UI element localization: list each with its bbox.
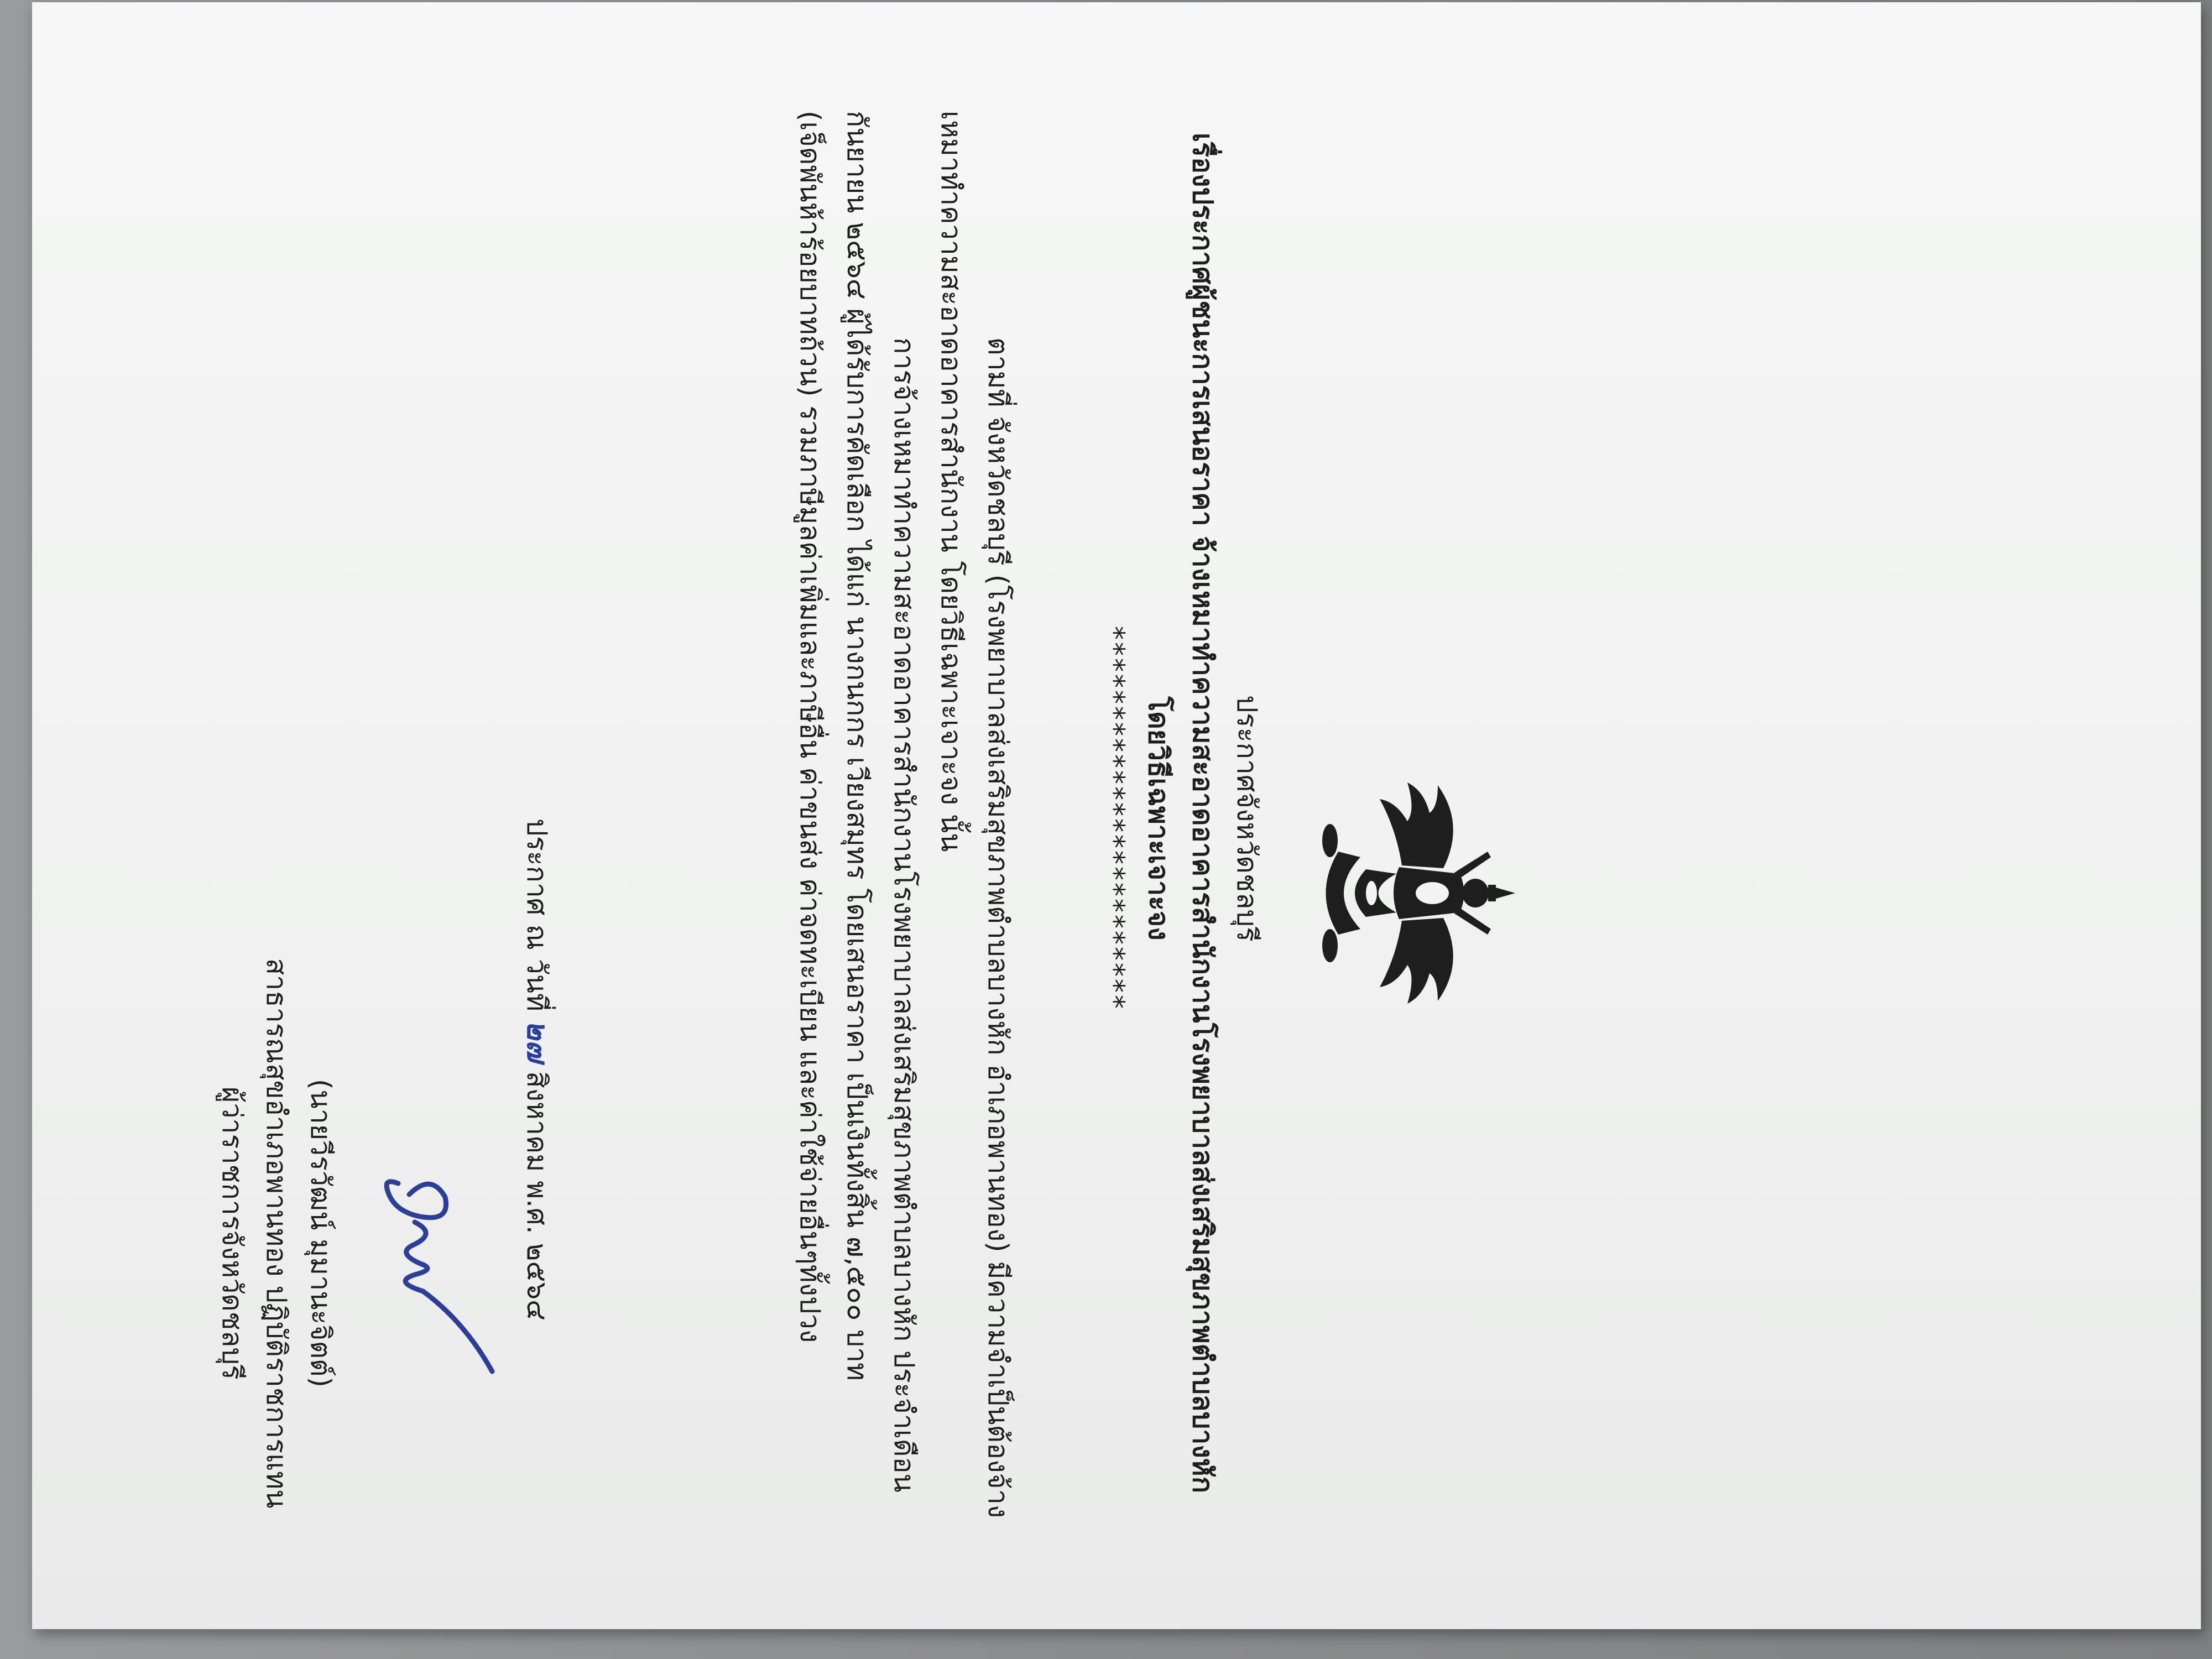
paragraph-1-line-2: เหมาทำความสะอาดอาคารสำนักงาน โดยวิธีเฉพาะเจาะจง นั้น [935,111,967,852]
subject-procurement-method: โดยวิธีเฉพาะเจาะจง [1142,696,1175,941]
paragraph-2-line-2: กันยายน ๒๕๖๔ ผู้ได้รับการคัดเลือก ได้แก่ นางกนกกร เวียงสมุทร โดยเสนอราคา เป็นเงินทั้งสิ้น ๗,๕๐๐ บาท [841,111,873,1381]
handwritten-signature [332,1156,498,1388]
signer-position: สาธารณสุขอำเภอพานทอง ปฏิบัติราชการแทน [260,958,293,1509]
announcement-header: ประกาศจังหวัดชลบุรี [1231,695,1263,942]
announcement-date-suffix: สิงหาคม พ.ศ. ๒๕๖๔ [521,1071,553,1321]
paragraph-2-line-1: การจ้างเหมาทำความสะอาดอาคารสำนักงานโรงพยาบาลส่งเสริมสุขภาพตำบลบางหัก ประจำเดือน [888,337,920,1493]
handwritten-day: ๒๗ [520,1020,556,1063]
separator-line: ************************ [1098,626,1130,1011]
paragraph-1-line-1: ตามที่ จังหวัดชลบุรี (โรงพยาบาลส่งเสริมสุขภาพตำบลบางหัก อำเภอพานทอง) มีความจำเป็นต้องจ้าง [982,337,1014,1519]
garuda-emblem-icon [1305,774,1526,1012]
announcement-page [44,17,1648,1620]
signer-on-behalf-of: ผู้ว่าราชการจังหวัดชลบุรี [216,1087,248,1380]
paragraph-2-line-3: (เจ็ดพันห้าร้อยบาทถ้วน) รวมภาษีมูลค่าเพิ่มและภาษีอื่น ค่าขนส่ง ค่าจดทะเบียน และค่าใช้จ่ายอื่นๆทั้งปวง [794,111,826,1343]
subject-line: เรื่องประกาศผู้ชนะการเสนอราคา จ้างเหมาทำความสะอาดอาคารสำนักงานโรงพยาบาลส่งเสริมสุขภาพตำบลบางหัก [1187,133,1219,1494]
announcement-date-prefix: ประกาศ ณ วันที่ [521,818,553,1011]
announcement-date [520,818,556,1321]
signer-name: (นายวีรวัฒน์ มุมานะจิตต์) [305,1078,337,1388]
